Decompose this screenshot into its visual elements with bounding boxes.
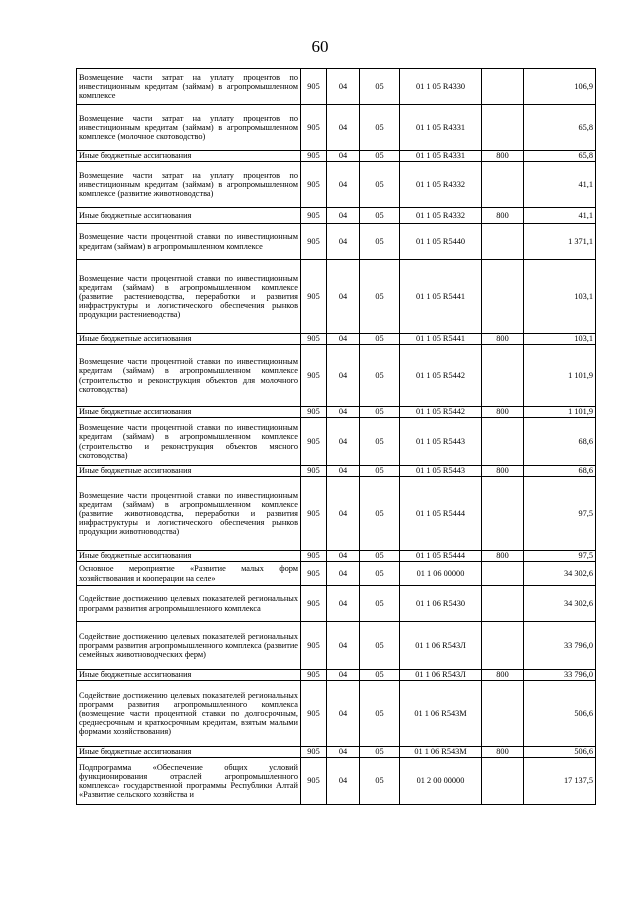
- row-rz: 04: [327, 418, 360, 466]
- row-vr: 800: [482, 747, 524, 758]
- row-pr: 05: [360, 224, 400, 260]
- row-sum: 68,6: [524, 466, 596, 477]
- row-pr: 05: [360, 477, 400, 551]
- row-csr: 01 1 05 R5443: [400, 418, 482, 466]
- table-row: [77, 586, 596, 622]
- row-gr: 905: [301, 477, 327, 551]
- table-row: [77, 477, 596, 551]
- row-pr: 05: [360, 758, 400, 805]
- row-gr: 905: [301, 681, 327, 747]
- row-gr: 905: [301, 747, 327, 758]
- row-pr: 05: [360, 418, 400, 466]
- row-gr: 905: [301, 334, 327, 345]
- row-rz: 04: [327, 681, 360, 747]
- row-rz: 04: [327, 345, 360, 407]
- row-pr: 05: [360, 105, 400, 151]
- row-rz: 04: [327, 69, 360, 105]
- row-csr: 01 1 05 R5443: [400, 466, 482, 477]
- row-pr: 05: [360, 586, 400, 622]
- row-pr: 05: [360, 345, 400, 407]
- row-csr: 01 1 05 R5442: [400, 407, 482, 418]
- row-pr: 05: [360, 466, 400, 477]
- table-row: [77, 345, 596, 407]
- row-name: Содействие достижению целевых показателей региональных программ развития агропромышленного комплекса (возмещение части процентной ставки по долгосрочным, среднесрочным и краткосрочным кредитам, взятым малыми формами хозяйствования): [77, 681, 301, 747]
- row-vr: [482, 162, 524, 208]
- row-rz: 04: [327, 551, 360, 562]
- row-rz: 04: [327, 334, 360, 345]
- row-pr: 05: [360, 681, 400, 747]
- row-sum: 34 302,6: [524, 562, 596, 586]
- row-sum: 68,6: [524, 418, 596, 466]
- page-number: 60: [311, 37, 329, 56]
- row-name: Возмещение части процентной ставки по инвестиционным кредитам (займам) в агропромышленном комплексе (строительство и реконструкция объектов мясного скотоводства): [77, 418, 301, 466]
- row-sum: 33 796,0: [524, 670, 596, 681]
- row-name: Подпрограмма «Обеспечение общих условий функционирования отраслей агропромышленного комплекса» государственной программы Республики Алтай «Развитие сельского хозяйства и: [77, 758, 301, 805]
- row-vr: [482, 69, 524, 105]
- row-vr: 800: [482, 551, 524, 562]
- row-name: Возмещение части затрат на уплату процентов по инвестиционным кредитам (займам) в агропромышленном комплексе: [77, 69, 301, 105]
- row-sum: 33 796,0: [524, 622, 596, 670]
- row-vr: 800: [482, 151, 524, 162]
- row-gr: 905: [301, 208, 327, 224]
- row-sum: 97,5: [524, 477, 596, 551]
- table-row: [77, 224, 596, 260]
- table-row: [77, 670, 596, 681]
- row-gr: 905: [301, 151, 327, 162]
- row-rz: 04: [327, 208, 360, 224]
- row-gr: 905: [301, 622, 327, 670]
- row-rz: 04: [327, 224, 360, 260]
- row-rz: 04: [327, 622, 360, 670]
- row-vr: [482, 562, 524, 586]
- row-name: Иные бюджетные ассигнования: [77, 407, 301, 418]
- row-rz: 04: [327, 562, 360, 586]
- row-gr: 905: [301, 69, 327, 105]
- row-name: Иные бюджетные ассигнования: [77, 151, 301, 162]
- row-vr: 800: [482, 407, 524, 418]
- row-name: Содействие достижению целевых показателей региональных программ развития агропромышленного комплекса (развитие семейных животноводческих ферм): [77, 622, 301, 670]
- table-row: [77, 334, 596, 345]
- row-vr: [482, 586, 524, 622]
- row-vr: [482, 758, 524, 805]
- row-gr: 905: [301, 562, 327, 586]
- row-sum: 41,1: [524, 162, 596, 208]
- row-name: Иные бюджетные ассигнования: [77, 466, 301, 477]
- row-rz: 04: [327, 407, 360, 418]
- row-csr: 01 2 00 00000: [400, 758, 482, 805]
- row-pr: 05: [360, 69, 400, 105]
- row-sum: 65,8: [524, 105, 596, 151]
- row-gr: 905: [301, 670, 327, 681]
- row-csr: 01 1 06 R543М: [400, 681, 482, 747]
- table-row: [77, 681, 596, 747]
- row-rz: 04: [327, 477, 360, 551]
- row-vr: [482, 418, 524, 466]
- row-csr: 01 1 05 R5444: [400, 477, 482, 551]
- row-pr: 05: [360, 162, 400, 208]
- row-rz: 04: [327, 151, 360, 162]
- row-vr: 800: [482, 334, 524, 345]
- row-pr: 05: [360, 151, 400, 162]
- row-vr: [482, 345, 524, 407]
- row-csr: 01 1 06 R543М: [400, 747, 482, 758]
- row-name: Иные бюджетные ассигнования: [77, 747, 301, 758]
- row-csr: 01 1 05 R5444: [400, 551, 482, 562]
- row-sum: 506,6: [524, 747, 596, 758]
- row-rz: 04: [327, 586, 360, 622]
- row-csr: 01 1 05 R5441: [400, 334, 482, 345]
- row-vr: [482, 224, 524, 260]
- row-vr: [482, 477, 524, 551]
- row-gr: 905: [301, 466, 327, 477]
- row-sum: 17 137,5: [524, 758, 596, 805]
- row-gr: 905: [301, 260, 327, 334]
- row-sum: 1 101,9: [524, 407, 596, 418]
- table-row: [77, 162, 596, 208]
- row-sum: 106,9: [524, 69, 596, 105]
- row-pr: 05: [360, 670, 400, 681]
- row-csr: 01 1 05 R4330: [400, 69, 482, 105]
- row-sum: 103,1: [524, 334, 596, 345]
- row-csr: 01 1 05 R5442: [400, 345, 482, 407]
- row-name: Возмещение части процентной ставки по инвестиционным кредитам (займам) в агропромышленном комплексе: [77, 224, 301, 260]
- row-vr: [482, 260, 524, 334]
- row-name: Возмещение части затрат на уплату процентов по инвестиционным кредитам (займам) в агропромышленном комплексе (развитие животноводства): [77, 162, 301, 208]
- row-rz: 04: [327, 670, 360, 681]
- row-pr: 05: [360, 208, 400, 224]
- row-vr: [482, 105, 524, 151]
- row-vr: 800: [482, 670, 524, 681]
- table-row: [77, 260, 596, 334]
- table-row: [77, 747, 596, 758]
- row-gr: 905: [301, 551, 327, 562]
- row-name: Возмещение части процентной ставки по инвестиционным кредитам (займам) в агропромышленном комплексе (строительство и реконструкция объектов для молочного скотоводства): [77, 345, 301, 407]
- row-csr: 01 1 05 R5440: [400, 224, 482, 260]
- row-sum: 97,5: [524, 551, 596, 562]
- row-gr: 905: [301, 586, 327, 622]
- row-rz: 04: [327, 162, 360, 208]
- row-csr: 01 1 06 R543Л: [400, 622, 482, 670]
- row-name: Иные бюджетные ассигнования: [77, 334, 301, 345]
- row-sum: 41,1: [524, 208, 596, 224]
- row-vr: 800: [482, 208, 524, 224]
- table-row: [77, 622, 596, 670]
- row-gr: 905: [301, 105, 327, 151]
- row-sum: 65,8: [524, 151, 596, 162]
- row-name: Иные бюджетные ассигнования: [77, 670, 301, 681]
- row-name: Возмещение части процентной ставки по инвестиционным кредитам (займам) в агропромышленном комплексе (развитие животноводства, переработки и развития инфраструктуры и логистического обеспечения рынков продукции животноводства): [77, 477, 301, 551]
- table-row: [77, 562, 596, 586]
- row-csr: 01 1 05 R5441: [400, 260, 482, 334]
- row-pr: 05: [360, 622, 400, 670]
- row-csr: 01 1 05 R4331: [400, 105, 482, 151]
- row-gr: 905: [301, 162, 327, 208]
- row-name: Основное мероприятие «Развитие малых форм хозяйствования и кооперации на селе»: [77, 562, 301, 586]
- row-pr: 05: [360, 407, 400, 418]
- row-vr: [482, 622, 524, 670]
- table-row: [77, 466, 596, 477]
- row-csr: 01 1 06 R543Л: [400, 670, 482, 681]
- row-rz: 04: [327, 105, 360, 151]
- row-csr: 01 1 05 R4332: [400, 162, 482, 208]
- row-name: Возмещение части затрат на уплату процентов по инвестиционным кредитам (займам) в агропромышленном комплексе (молочное скотоводство): [77, 105, 301, 151]
- row-sum: 34 302,6: [524, 586, 596, 622]
- table-row: [77, 407, 596, 418]
- row-csr: 01 1 06 00000: [400, 562, 482, 586]
- row-pr: 05: [360, 747, 400, 758]
- row-csr: 01 1 06 R5430: [400, 586, 482, 622]
- row-gr: 905: [301, 224, 327, 260]
- row-name: Иные бюджетные ассигнования: [77, 551, 301, 562]
- row-pr: 05: [360, 562, 400, 586]
- row-csr: 01 1 05 R4332: [400, 208, 482, 224]
- row-gr: 905: [301, 758, 327, 805]
- row-gr: 905: [301, 345, 327, 407]
- row-pr: 05: [360, 334, 400, 345]
- row-name: Возмещение части процентной ставки по инвестиционным кредитам (займам) в агропромышленном комплексе (развитие растениеводства, переработки и развития инфраструктуры и логистического обеспечения рынков продукции растениеводства): [77, 260, 301, 334]
- row-rz: 04: [327, 747, 360, 758]
- table-row: [77, 151, 596, 162]
- row-gr: 905: [301, 418, 327, 466]
- table-row: [77, 105, 596, 151]
- table-row: [77, 758, 596, 805]
- budget-table: [76, 68, 596, 805]
- row-name: Иные бюджетные ассигнования: [77, 208, 301, 224]
- row-rz: 04: [327, 758, 360, 805]
- table-row: [77, 551, 596, 562]
- row-sum: 1 101,9: [524, 345, 596, 407]
- row-sum: 1 371,1: [524, 224, 596, 260]
- row-rz: 04: [327, 466, 360, 477]
- table-row: [77, 208, 596, 224]
- row-gr: 905: [301, 407, 327, 418]
- row-vr: 800: [482, 466, 524, 477]
- row-rz: 04: [327, 260, 360, 334]
- table-row: [77, 69, 596, 105]
- row-name: Содействие достижению целевых показателей региональных программ развития агропромышленного комплекса: [77, 586, 301, 622]
- row-pr: 05: [360, 551, 400, 562]
- table-row: [77, 418, 596, 466]
- row-sum: 103,1: [524, 260, 596, 334]
- row-pr: 05: [360, 260, 400, 334]
- row-sum: 506,6: [524, 681, 596, 747]
- row-vr: [482, 681, 524, 747]
- row-csr: 01 1 05 R4331: [400, 151, 482, 162]
